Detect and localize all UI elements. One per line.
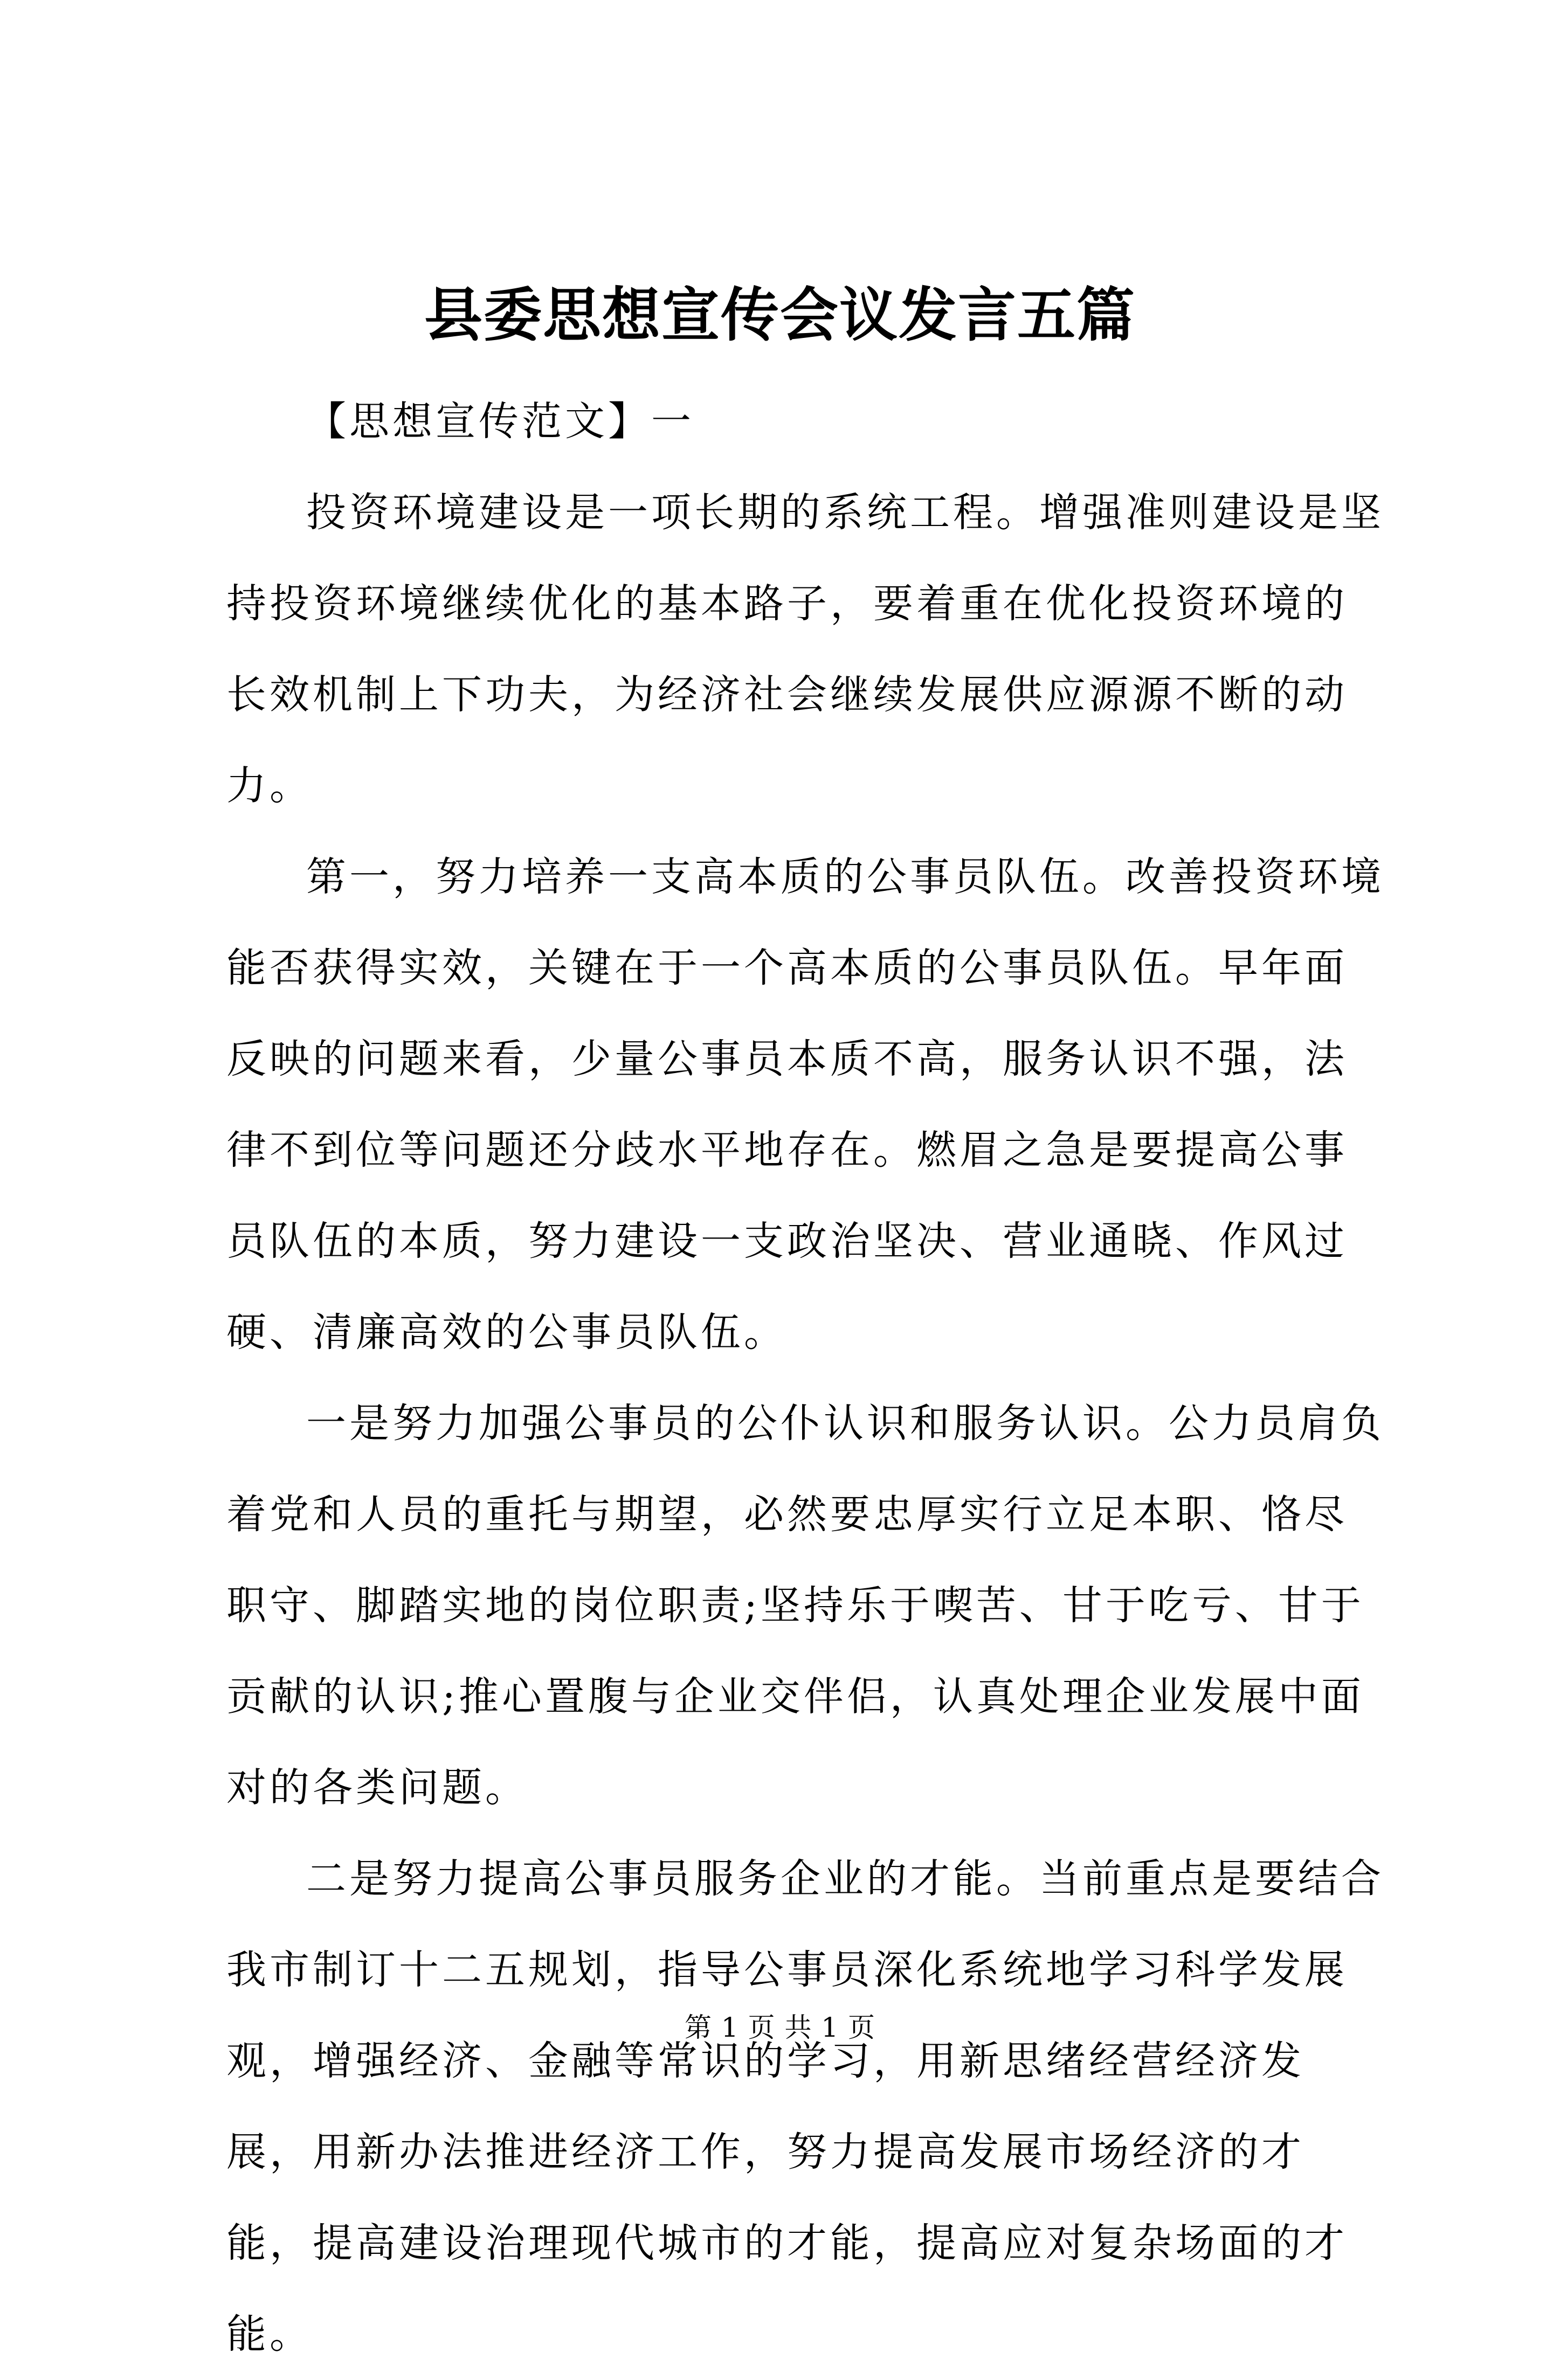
paragraph: 二是努力提高公事员服务企业的才能。当前重点是要结合我市制订十二五规划，指导公事员深化系统地学习科学发展观，增强经济、金融等常识的学习，用新思绪经营经济发展，用新办法推进经济工作，努力提高发展市场经济的才能，提高建设治理现代城市的才能，提高应对复杂场面的才能。 [226, 1856, 1384, 2357]
section-heading: 【思想宣传范文】一 [306, 398, 694, 445]
document-title: 县委思想宣传会议发言五篇 [424, 281, 1136, 349]
paragraph: 投资环境建设是一项长期的系统工程。增强准则建设是坚持投资环境继续优化的基本路子，要着重在优化投资环境的长效机制上下功夫，为经济社会继续发展供应源源不断的动力。 [226, 489, 1384, 809]
page-number-footer: 第 1 页 共 1 页 [684, 2012, 876, 2043]
document-body [226, 376, 1385, 2380]
paragraph: 第一，努力培养一支高本质的公事员队伍。改善投资环境能否获得实效，关键在于一个高本质的公事员队伍。早年面反映的问题来看，少量公事员本质不高，服务认识不强，法律不到位等问题还分歧水平地存在。燃眉之急是要提高公事员队伍的本质，努力建设一支政治坚决、营业通晓、作风过硬、清廉高效的公事员队伍。 [226, 854, 1384, 1355]
paragraph: 一是努力加强公事员的公仆认识和服务认识。公力员肩负着党和人员的重托与期望，必然要忠厚实行立足本职、恪尽职守、脚踏实地的岗位职责;坚持乐于喫苦、甘于吃亏、甘于贡献的认识;推心置腹与企业交伴侣，认真处理企业发展中面对的各类问题。 [226, 1400, 1384, 1811]
